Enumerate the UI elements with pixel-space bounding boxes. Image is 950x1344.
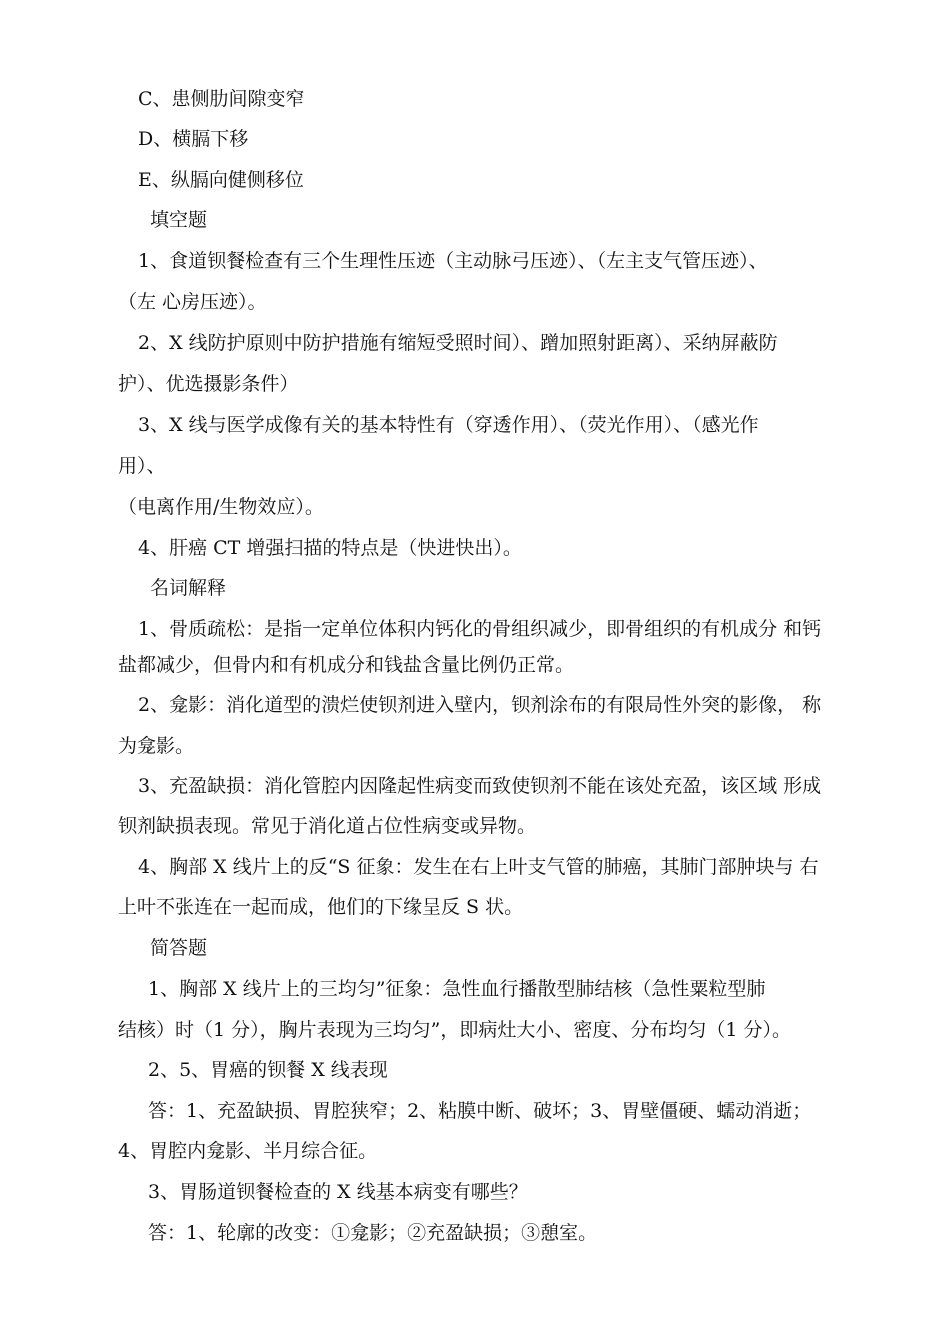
term2-line1: 2、龛影：消化道型的溃烂使钡剂进入壁内，钡剂涂布的有限局性外突的影像， 称 bbox=[138, 694, 822, 716]
fill-q2-line1: 2、X 线防护原则中防护措施有缩短受照时间）、蹭加照射距离）、采纳屏蔽防 bbox=[138, 332, 778, 354]
term4-line2: 上叶不张连在一起而成，他们的下缘呈反 S 状。 bbox=[118, 896, 524, 918]
option-d: D、横膈下移 bbox=[138, 128, 249, 150]
term1-line1: 1、骨质疏松：是指一定单位体积内钙化的骨组织减少，即骨组织的有机成分 和钙 bbox=[138, 618, 822, 640]
fill-q1-line2: （左 心房压迹）。 bbox=[118, 291, 267, 313]
short-q2-title: 2、5、胃癌的钡餐 X 线表现 bbox=[148, 1059, 388, 1081]
term2-line2: 为龛影。 bbox=[118, 735, 195, 757]
fill-q3-line3: （电离作用/生物效应）。 bbox=[118, 496, 324, 518]
term1-line2: 盐都减少，但骨内和有机成分和钱盐含量比例仍正常。 bbox=[118, 654, 575, 676]
fill-q2-line2: 护）、优选摄影条件） bbox=[118, 373, 299, 395]
short-q1-line1: 1、胸部 X 线片上的三均匀”征象：急性血行播散型肺结核（急性粟粒型肺 bbox=[148, 978, 766, 1000]
term4-line1: 4、胸部 X 线片上的反“S 征象：发生在右上叶支气管的肺癌，其肺门部肿块与 右 bbox=[138, 856, 819, 878]
term3-line1: 3、充盈缺损：消化管腔内因隆起性病变而致使钡剂不能在该处充盈，该区域 形成 bbox=[138, 775, 822, 797]
short-q3-answer: 答：1、轮廓的改变：①龛影；②充盈缺损；③憩室。 bbox=[148, 1222, 598, 1244]
option-c: C、患侧肋间隙变窄 bbox=[138, 88, 305, 110]
short-answer-heading: 简答题 bbox=[150, 937, 208, 959]
fill-q1-line1: 1、食道钡餐检查有三个生理性压迹（主动脉弓压迹）、（左主支气管压迹）、 bbox=[138, 250, 768, 272]
fill-blank-heading: 填空题 bbox=[150, 209, 208, 231]
short-q2-answer-line2: 4、胃腔内龛影、半月综合征。 bbox=[118, 1140, 378, 1162]
option-e: E、纵膈向健侧移位 bbox=[138, 169, 304, 191]
terms-heading: 名词解释 bbox=[150, 577, 227, 599]
fill-q3-line1: 3、X 线与医学成像有关的基本特性有（穿透作用）、（荧光作用）、（感光作 bbox=[138, 414, 759, 436]
short-q1-line2: 结核）时（1 分），胸片表现为三均匀”，即病灶大小、密度、分布均匀（1 分）。 bbox=[118, 1019, 791, 1041]
short-q3-title: 3、胃肠道钡餐检查的 X 线基本病变有哪些？ bbox=[148, 1181, 528, 1203]
short-q2-answer-line1: 答：1、充盈缺损、胃腔狭窄；2、粘膜中断、破坏；3、胃壁僵硬、蠕动消逝； bbox=[148, 1100, 812, 1122]
fill-q3-line2: 用）、 bbox=[118, 455, 166, 477]
fill-q4: 4、肝癌 CT 增强扫描的特点是（快进快出）。 bbox=[138, 537, 522, 559]
term3-line2: 钡剂缺损表现。常见于消化道占位性病变或异物。 bbox=[118, 815, 537, 837]
